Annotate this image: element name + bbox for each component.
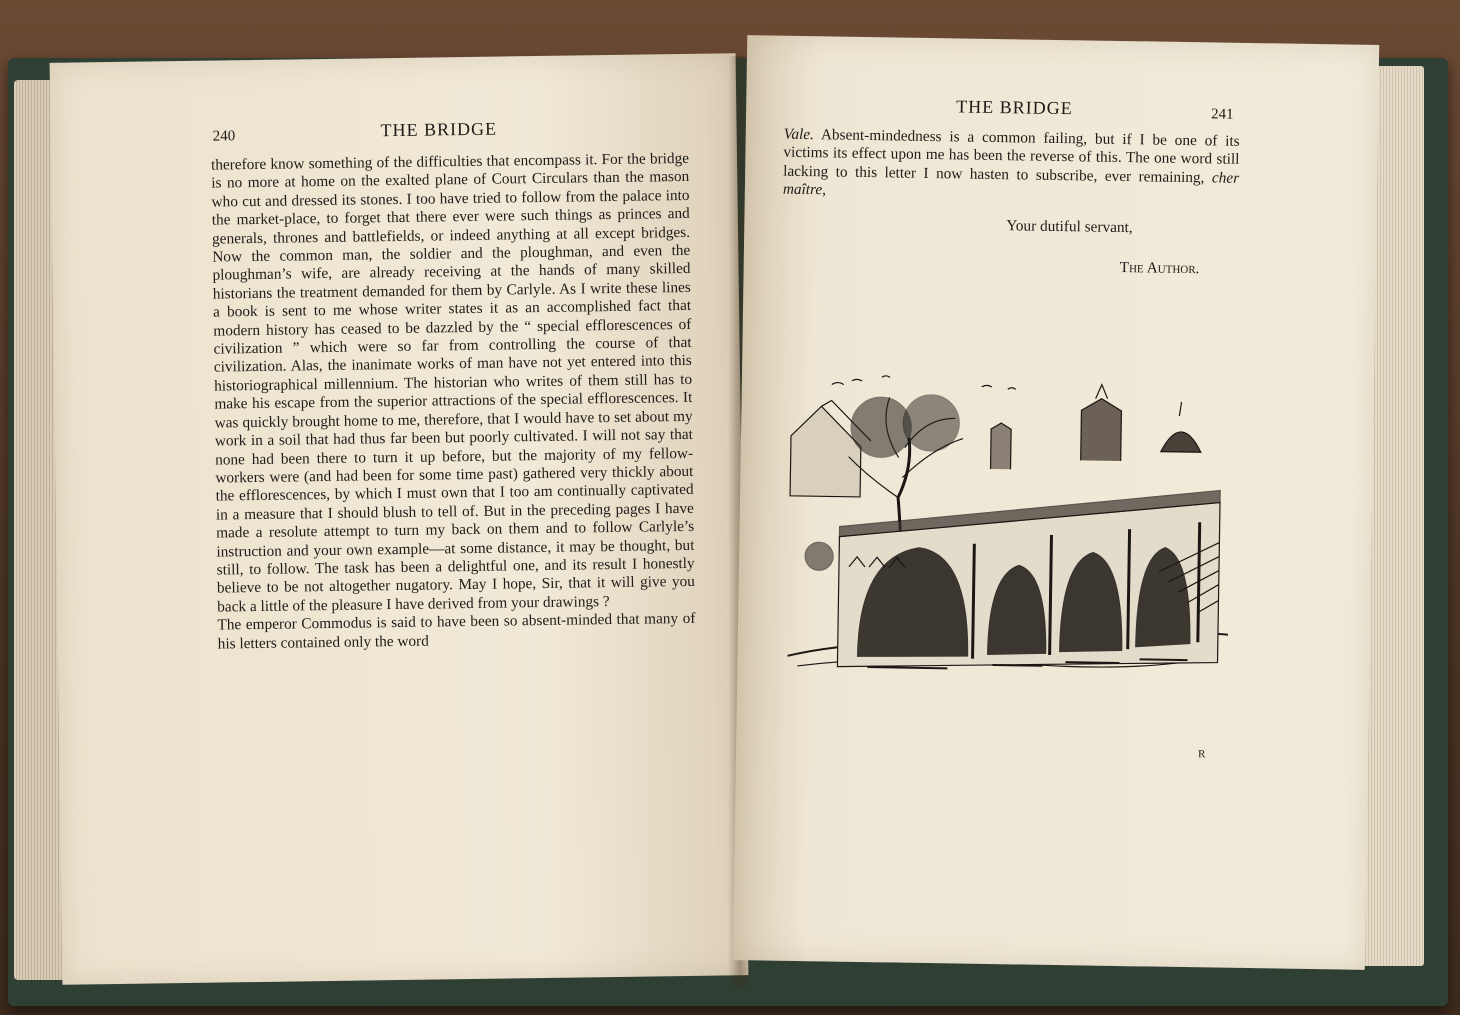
right-page-number: 241 (1210, 106, 1234, 123)
right-running-head: THE BRIDGE (956, 96, 1073, 119)
closing-line: Your dutiful servant, (1006, 217, 1133, 237)
cher-maitre: cher maître (782, 169, 1240, 199)
left-paragraph-1: therefore know something of the difficulties that encompass it. For the bridge is no more at home on the exalted plane of Court Circulars than the mason who cut and dressed its stones. I too have tried to follow from the palace into the market-place, to forget that there ever were such things as princes and generals, thrones and battlefields, or indeed anything at all except bridges. Now the common man, the soldier and the ploughman, and even the ploughman’s wife, are already receiving at the hands of many skilled historians the treatment demanded for them by Carlyle. As I write these lines a book is sent to me whose writer states it as an accomplished fact that modern history has ceased to be dazzled by the “ special efflorescences of civilization ” which were so far from controlling the course of that civilization. Alas, the inanimate works of man have not yet entered into this historiographical millennium. The historian who writes of them still has to make his escape from the superior attractions of the special efflorescences. It was quickly brought home to me, therefore, that I would have to set about my work in a soil that had thus far been but poorly cultivated. I will not say that none had been there to turn it up before, but the majority of my fellow-workers were (and had been for some time past) gathered very thickly about the efflorescences, by which I must own that I too am continually captivated in a measure that I should blush to tell of. But in the preceding pages I have made a resolute attempt to turn my back on them and to follow Carlyle’s instruction and your own example—at some distance, it may be thought, but still, to follow. The task has been a delightful one, and its result I honestly believe to be not altogether nugatory. May I hope, Sir, that it will give you back a little of the pleasure I have derived from your drawings ? (210, 149, 696, 616)
left-running-head: THE BRIDGE (380, 118, 498, 141)
vale-word: Vale. (783, 125, 815, 144)
author-signature: The Author. (1119, 258, 1200, 278)
right-paragraph-text: Absent-mindedness is a common failing, but if I be one of its victims its effect upon me has been the reverse of this. The one word still lacking to this letter I now hasten to subscribe, ever remaining, (783, 126, 1240, 187)
left-body-text (211, 150, 696, 654)
right-body-text (783, 126, 1240, 207)
left-page-number: 240 (212, 128, 236, 145)
left-paragraph-2: The emperor Commodus is said to have been so absent-minded that many of his letters contained only the word (217, 610, 696, 653)
right-page (733, 35, 1379, 970)
bridge-illustration (777, 366, 1242, 703)
right-paragraph-1: Vale. Absent-mindedness is a common failing, but if I be one of its victims its effect upon me has been the reverse of this. The one word still lacking to this letter I now hasten to subscribe, ever remaining, cher maître, (782, 125, 1240, 199)
sheet-signature-mark: R (1197, 748, 1206, 761)
left-page (50, 53, 749, 984)
